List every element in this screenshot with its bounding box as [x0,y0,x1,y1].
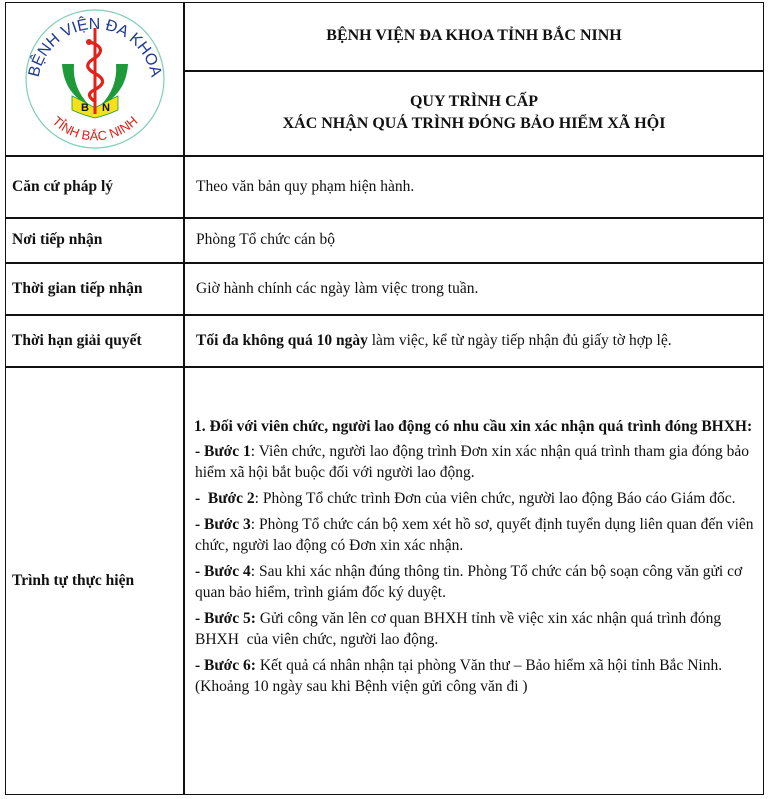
logo-letter-n: N [102,102,110,114]
procedure-step [192,608,764,650]
step-sep: : [250,443,256,460]
step-text: Viên chức, người lao động trình Đơn xin xác nhận quá trình tham gia đóng bảo hiểm xã hội bắt buộc đối với người lao động. [195,443,753,481]
row-label-procedure: Trình tự thực hiện [12,572,135,589]
procedure-title-line1: QUY TRÌNH CẤP [409,93,538,110]
procedure-step [192,441,764,483]
step-name: Bước 6: [204,657,256,674]
row-label-receiving-place: Nơi tiếp nhận [12,231,103,248]
step-prefix: - [195,490,208,507]
step-name: Bước 4 [204,563,251,580]
logo-bottom-text: TỈNH BẮC NINH [49,113,141,144]
deadline-bold: Tối đa không quá 10 ngày [196,331,368,349]
snake-head-icon [86,39,92,45]
step-name: Bước 1 [204,443,251,460]
step-prefix: - [195,443,205,460]
row-label-legal-basis: Căn cứ pháp lý [12,177,114,195]
logo-top-text: BỆNH VIỆN ĐA KHOA [25,15,165,79]
step-text: Phòng Tổ chức trình Đơn của viên chức, người lao động Báo cáo Giám đốc. [258,490,736,507]
procedure-heading: 1. Đối với viên chức, người lao động có nhu cầu xin xác nhận quá trình đóng BHXH: [194,418,753,435]
step-sep: : [254,490,259,507]
procedure-step-list [192,441,764,697]
procedure-title [184,71,764,155]
step-prefix: - [195,610,205,627]
step-text: Phòng Tổ chức cán bộ xem xét hồ sơ, quyết định tuyển dụng liên quan đến viên chức, người lao động có Đơn xin xác nhận. [195,516,758,554]
logo-letter-b: B [81,102,89,114]
step-name: Bước 2 [207,490,255,507]
row-value-receiving-time: Giờ hành chính các ngày làm việc trong tuần. [196,279,479,297]
step-text: Sau khi xác nhận đúng thông tin. Phòng Tổ chức cán bộ soạn công văn gửi cơ quan bảo hiểm, trình giám đốc ký duyệt. [195,563,747,601]
row-value-deadline [184,315,764,366]
procedure-title-line2: XÁC NHẬN QUÁ TRÌNH ĐÓNG BẢO HIỂM XÃ HỘI [282,115,666,132]
step-sep: : [250,563,256,580]
deadline-rest: làm việc, kể từ ngày tiếp nhận đủ giấy tờ hợp lệ. [367,331,672,349]
step-prefix: - [195,657,205,674]
procedure-step [192,655,764,697]
row-label-receiving-time: Thời gian tiếp nhận [12,279,143,297]
step-text: Kết quả cá nhân nhận tại phòng Văn thư – Bảo hiểm xã hội tỉnh Bắc Ninh. (Khoảng 10 ngày sau khi Bệnh viện gửi công văn đi ) [195,657,726,695]
step-name: Bước 5: [204,610,256,627]
row-label-deadline: Thời hạn giải quyết [12,331,142,349]
hospital-logo [20,8,170,150]
step-sep: : [250,516,256,533]
procedure-step [192,561,764,603]
procedure-step [192,488,764,509]
step-text: Gửi công văn lên cơ quan BHXH tỉnh về việc xin xác nhận quá trình đóng BHXH của viên chức, người lao động. [195,610,725,648]
procedure-step [192,514,764,556]
hospital-name: BỆNH VIỆN ĐA KHOA TỈNH BẮC NINH [326,27,622,44]
step-name: Bước 3 [204,516,251,533]
step-prefix: - [195,563,205,580]
row-value-receiving-place: Phòng Tổ chức cán bộ [196,231,335,248]
procedure-steps [192,416,764,702]
row-value-legal-basis: Theo văn bản quy phạm hiện hành. [196,177,415,195]
step-prefix: - [195,516,205,533]
